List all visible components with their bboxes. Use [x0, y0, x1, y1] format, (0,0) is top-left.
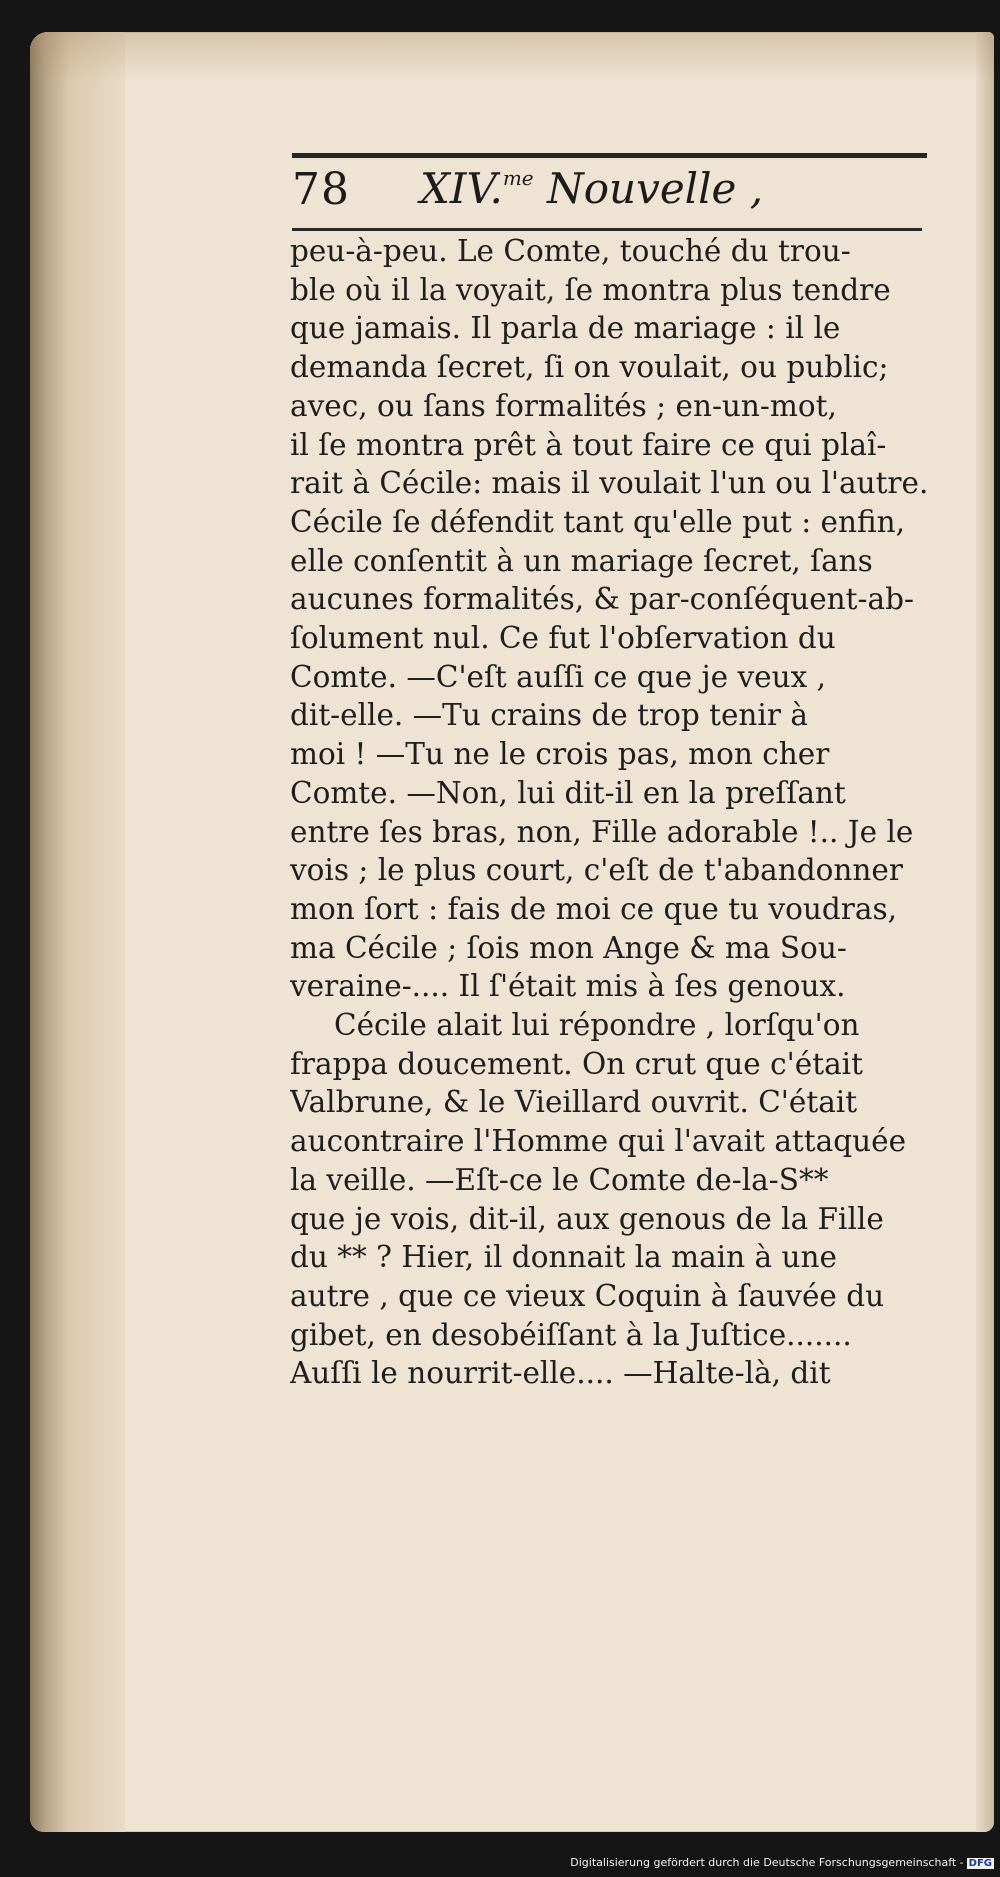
header-rule-bottom	[292, 228, 922, 231]
body-text	[290, 232, 942, 1393]
text-line: Comte. —C'eſt auſſi ce que je veux ,	[290, 659, 826, 694]
digitization-credit	[570, 1856, 994, 1869]
text-line: ma Cécile ; ſois mon Ange & ma Sou-	[290, 930, 847, 965]
text-line: ſolument nul. Ce fut l'obſervation du	[290, 621, 836, 656]
text-line: Auſſi le nourrit-elle.... —Halte-là, dit	[290, 1356, 831, 1391]
text-line: la veille. —Eſt-ce le Comte de-la-S**	[290, 1162, 829, 1197]
running-head	[292, 162, 932, 222]
text-line: autre , que ce vieux Coquin à ſauvée du	[290, 1278, 885, 1313]
text-line: que jamais. Il parla de mariage : il le	[290, 311, 841, 346]
text-line: gibet, en desobéiſſant à la Juſtice.......	[290, 1317, 852, 1352]
dfg-logo: DFG	[968, 1858, 992, 1869]
text-line: avec, ou ſans formalités ; en-un-mot,	[290, 388, 837, 423]
text-line: Valbrune, & le Vieillard ouvrit. C'était	[290, 1085, 858, 1120]
text-line: elle conſentit à un mariage ſecret, ſans	[290, 543, 873, 578]
text-line: que je vois, dit-il, aux genous de la Fille	[290, 1201, 884, 1236]
text-line: dit-elle. —Tu crains de trop tenir à	[290, 698, 808, 733]
page-gutter-shadow	[30, 32, 125, 1832]
text-line: du ** ? Hier, il donnait la main à une	[290, 1240, 837, 1275]
title-word: Nouvelle ,	[533, 164, 764, 213]
text-line: entre ſes bras, non, Fille adorable !.. Je le	[290, 814, 914, 849]
running-head-title	[420, 164, 763, 213]
title-superscript: me	[502, 166, 534, 190]
text-line: aucunes formalités, & par-conſéquent-ab-	[290, 582, 914, 617]
text-line: frappa doucement. On crut que c'était	[290, 1046, 863, 1081]
page-number: 78	[292, 164, 350, 215]
title-numeral: XIV.	[420, 164, 503, 213]
text-line: moi ! —Tu ne le crois pas, mon cher	[290, 737, 830, 772]
text-line: peu-à-peu. Le Comte, touché du trou-	[290, 234, 851, 268]
text-line: mon ſort : fais de moi ce que tu voudras,	[290, 891, 897, 926]
header-rule-top	[292, 153, 927, 158]
text-line: demanda ſecret, ſi on voulait, ou public;	[290, 350, 889, 385]
text-line: veraine-.... Il ſ'était mis à ſes genoux.	[290, 969, 846, 1004]
text-line: vois ; le plus court, c'eſt de t'abandonner	[290, 853, 903, 888]
credit-text: Digitalisierung gefördert durch die Deutsche Forschungsgemeinschaft -	[570, 1856, 964, 1869]
text-line: aucontraire l'Homme qui l'avait attaquée	[290, 1124, 907, 1159]
text-line: il ſe montra prêt à tout faire ce qui plaî-	[290, 427, 887, 462]
text-line: rait à Cécile: mais il voulait l'un ou l'autre.	[290, 466, 929, 501]
text-line: Cécile alait lui répondre , lorſqu'on	[334, 1008, 860, 1043]
page-fore-edge	[976, 32, 994, 1832]
page-top-stain	[30, 32, 994, 82]
text-line: Cécile ſe défendit tant qu'elle put : enfin,	[290, 504, 906, 539]
text-line: Comte. —Non, lui dit-il en la preſſant	[290, 775, 846, 810]
text-line: ble où il la voyait, ſe montra plus tendre	[290, 272, 891, 307]
